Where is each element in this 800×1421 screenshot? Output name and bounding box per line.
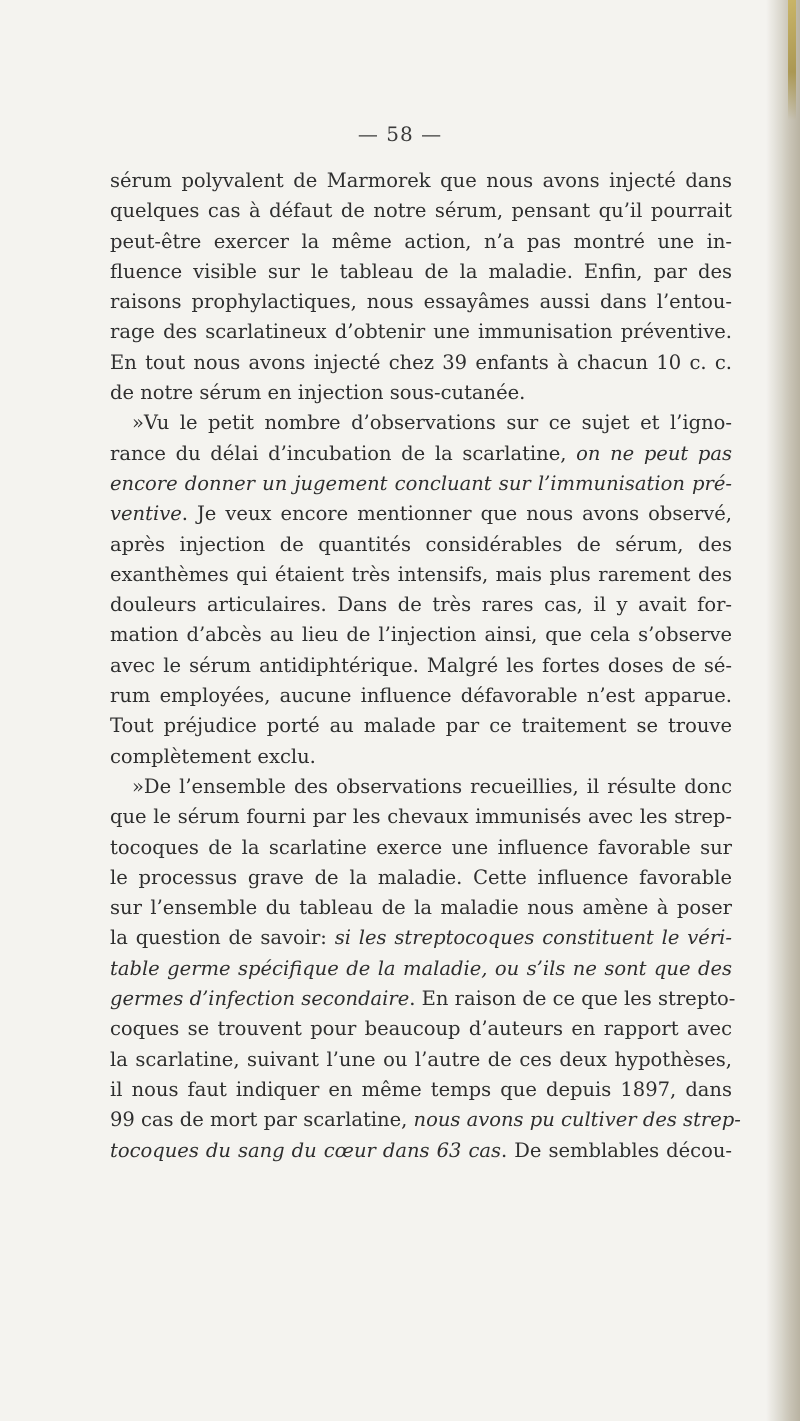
text-line: après injection de quantités considérables de sérum, des bbox=[110, 532, 732, 556]
text-line bbox=[110, 469, 732, 499]
italic-text: tocoques du sang du cœur dans 63 cas bbox=[110, 1138, 502, 1162]
text-line: rage des scarlatineux d’obtenir une immunisation préventive. bbox=[110, 320, 732, 344]
text-line: exanthèmes qui étaient très intensifs, mais plus rarement des bbox=[110, 562, 732, 586]
text-line: le processus grave de la maladie. Cette influence favorable bbox=[110, 865, 732, 889]
italic-text: germes d’infection secondaire bbox=[110, 987, 410, 1011]
italic-text: nous avons pu cultiver des strep- bbox=[413, 1108, 741, 1132]
text-line: fluence visible sur le tableau de la maladie. Enfin, par des bbox=[110, 259, 732, 283]
text-line: raisons prophylactiques, nous essayâmes aussi dans l’entou- bbox=[110, 290, 732, 314]
text-line: sérum polyvalent de Marmorek que nous avons injecté dans bbox=[110, 169, 732, 192]
text-line: avec le sérum antidiphtérique. Malgré les fortes doses de sé- bbox=[110, 653, 732, 677]
text-line: tocoques de la scarlatine exerce une influence favorable sur bbox=[110, 835, 732, 859]
italic-text: si les streptocoques constituent le véri- bbox=[334, 926, 732, 950]
text-line: sur l’ensemble du tableau de la maladie nous amène à poser bbox=[110, 896, 732, 920]
text-line bbox=[110, 954, 732, 984]
text-line: coques se trouvent pour beaucoup d’auteurs en rapport avec bbox=[110, 1017, 732, 1041]
text-line: tocoques du sang du cœur dans 63 cas. De semblables décou- bbox=[110, 1138, 732, 1162]
text-line: Tout préjudice porté au malade par ce traitement se trouve bbox=[110, 714, 732, 738]
italic-text: on ne peut pas bbox=[576, 441, 733, 465]
text-line: 99 cas de mort par scarlatine, nous avons pu cultiver des strep- bbox=[110, 1108, 741, 1132]
italic-text: table germe spécifique de la maladie, ou s’ils ne sont que des bbox=[110, 956, 732, 980]
text-line: peut-être exercer la même action, n’a pas montré une in- bbox=[110, 229, 732, 253]
text-line: de notre sérum en injection sous-cutanée. bbox=[110, 381, 526, 405]
body-text bbox=[110, 166, 741, 1166]
text-line: mation d’abcès au lieu de l’injection ainsi, que cela s’observe bbox=[110, 623, 732, 647]
text-line: rance du délai d’incubation de la scarlatine, on ne peut pas bbox=[110, 441, 733, 465]
text-line: rum employées, aucune influence défavorable n’est apparue. bbox=[110, 684, 732, 708]
italic-text: encore donner un jugement concluant sur l’immunisation pré- bbox=[110, 471, 732, 495]
italic-text: ventive bbox=[110, 502, 182, 526]
text-line: »De l’ensemble des observations recueillies, il résulte donc bbox=[132, 774, 732, 798]
text-line: complètement exclu. bbox=[110, 744, 316, 768]
text-line: quelques cas à défaut de notre sérum, pensant qu’il pourrait bbox=[110, 199, 732, 223]
text-line: la question de savoir: si les streptocoques constituent le véri- bbox=[110, 926, 732, 950]
text-line: douleurs articulaires. Dans de très rares cas, il y avait for- bbox=[110, 593, 732, 617]
text-line: »Vu le petit nombre d’observations sur ce sujet et l’igno- bbox=[132, 411, 732, 435]
page-number: — 58 — bbox=[357, 122, 443, 146]
text-line: germes d’infection secondaire. En raison de ce que les strepto- bbox=[110, 987, 736, 1011]
text-line: la scarlatine, suivant l’une ou l’autre de ces deux hypothèses, bbox=[110, 1047, 732, 1071]
text-line: il nous faut indiquer en même temps que depuis 1897, dans bbox=[110, 1077, 732, 1101]
text-line: que le sérum fourni par les chevaux immunisés avec les strep- bbox=[110, 805, 732, 829]
page-edge-shadow bbox=[766, 0, 800, 1421]
text-line: ventive. Je veux encore mentionner que nous avons observé, bbox=[110, 502, 732, 526]
text-line: En tout nous avons injecté chez 39 enfants à chacun 10 c. c. bbox=[110, 350, 732, 374]
